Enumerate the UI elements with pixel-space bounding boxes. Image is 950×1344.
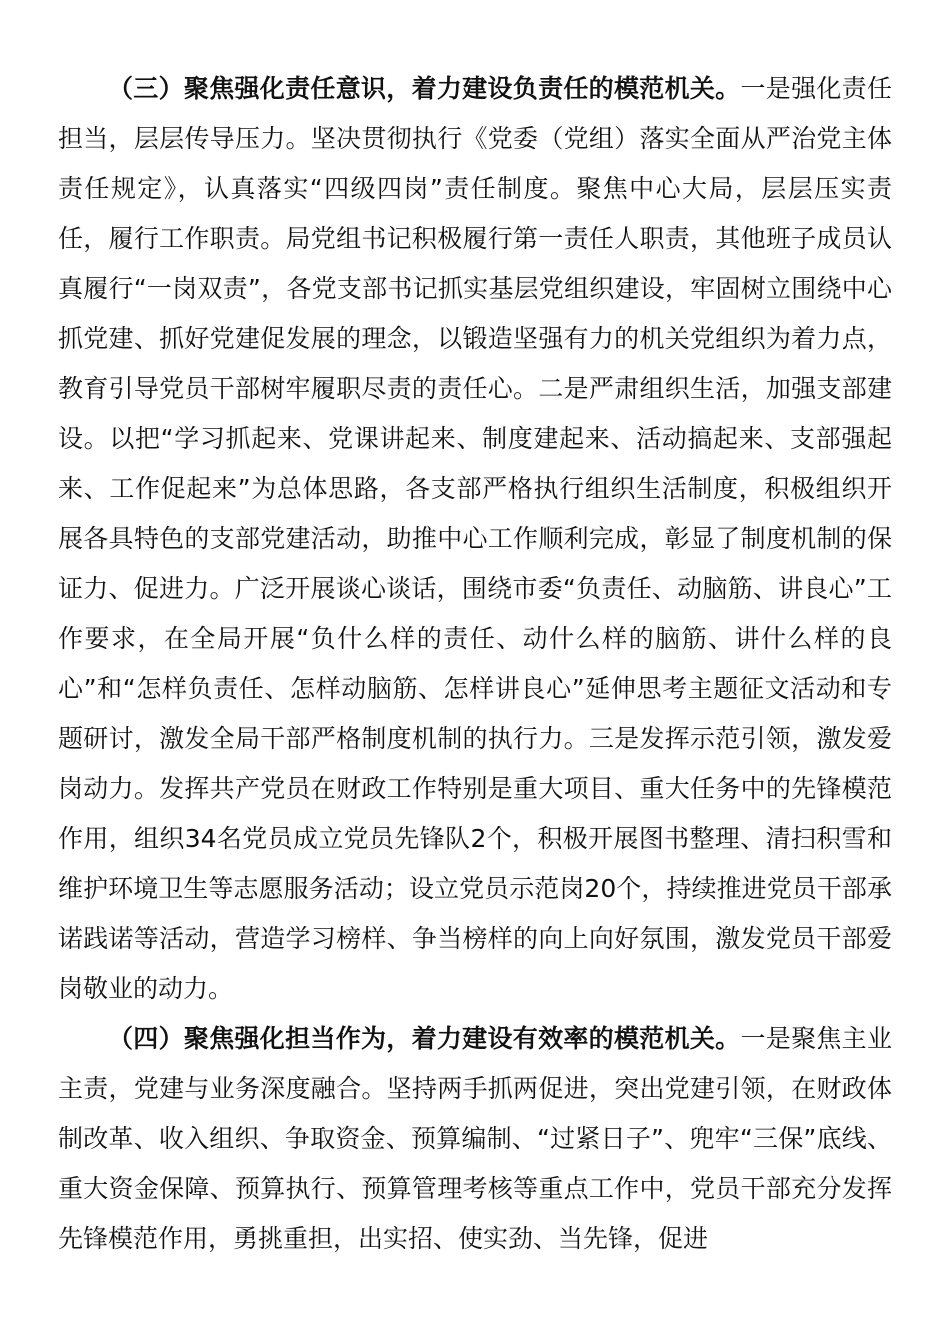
- section-4-body: 一是聚焦主业主责，党建与业务深度融合。坚持两手抓两促进，突出党建引领，在财政体制改革、收入组织、争取资金、预算编制、“过紧日子”、兜牢“三保”底线、重大资金保障、预算执行、预算管理考核等重点工作中，党员干部充分发挥先锋模范作用，勇挑重担，出实招、使实劲、当先锋，促进: [58, 1024, 892, 1253]
- section-4-heading: （四）聚焦强化担当作为，着力建设有效率的模范机关。: [108, 1024, 741, 1053]
- paragraph-section-4: [58, 1014, 892, 1264]
- paragraph-section-3: [58, 64, 892, 1014]
- section-3-heading: （三）聚焦强化责任意识，着力建设负责任的模范机关。: [108, 74, 741, 103]
- document-page: [58, 64, 892, 1264]
- section-3-body: 一是强化责任担当，层层传导压力。坚决贯彻执行《党委（党组）落实全面从严治党主体责任规定》，认真落实“四级四岗”责任制度。聚焦中心大局，层层压实责任，履行工作职责。局党组书记积极履行第一责任人职责，其他班子成员认真履行“一岗双责”，各党支部书记抓实基层党组织建设，牢固树立围绕中心抓党建、抓好党建促发展的理念，以锻造坚强有力的机关党组织为着力点，教育引导党员干部树牢履职尽责的责任心。二是严肃组织生活，加强支部建设。以把“学习抓起来、党课讲起来、制度建起来、活动搞起来、支部强起来、工作促起来”为总体思路，各支部严格执行组织生活制度，积极组织开展各具特色的支部党建活动，助推中心工作顺利完成，彰显了制度机制的保证力、促进力。广泛开展谈心谈话，围绕市委“负责任、动脑筋、讲良心”工作要求，在全局开展“负什么样的责任、动什么样的脑筋、讲什么样的良心”和“怎样负责任、怎样动脑筋、怎样讲良心”延伸思考主题征文活动和专题研讨，激发全局干部严格制度机制的执行力。三是发挥示范引领，激发爱岗动力。发挥共产党员在财政工作特别是重大项目、重大任务中的先锋模范作用，组织34名党员成立党员先锋队2个，积极开展图书整理、清扫积雪和维护环境卫生等志愿服务活动；设立党员示范岗20个，持续推进党员干部承诺践诺等活动，营造学习榜样、争当榜样的向上向好氛围，激发党员干部爱岗敬业的动力。: [58, 74, 892, 1003]
